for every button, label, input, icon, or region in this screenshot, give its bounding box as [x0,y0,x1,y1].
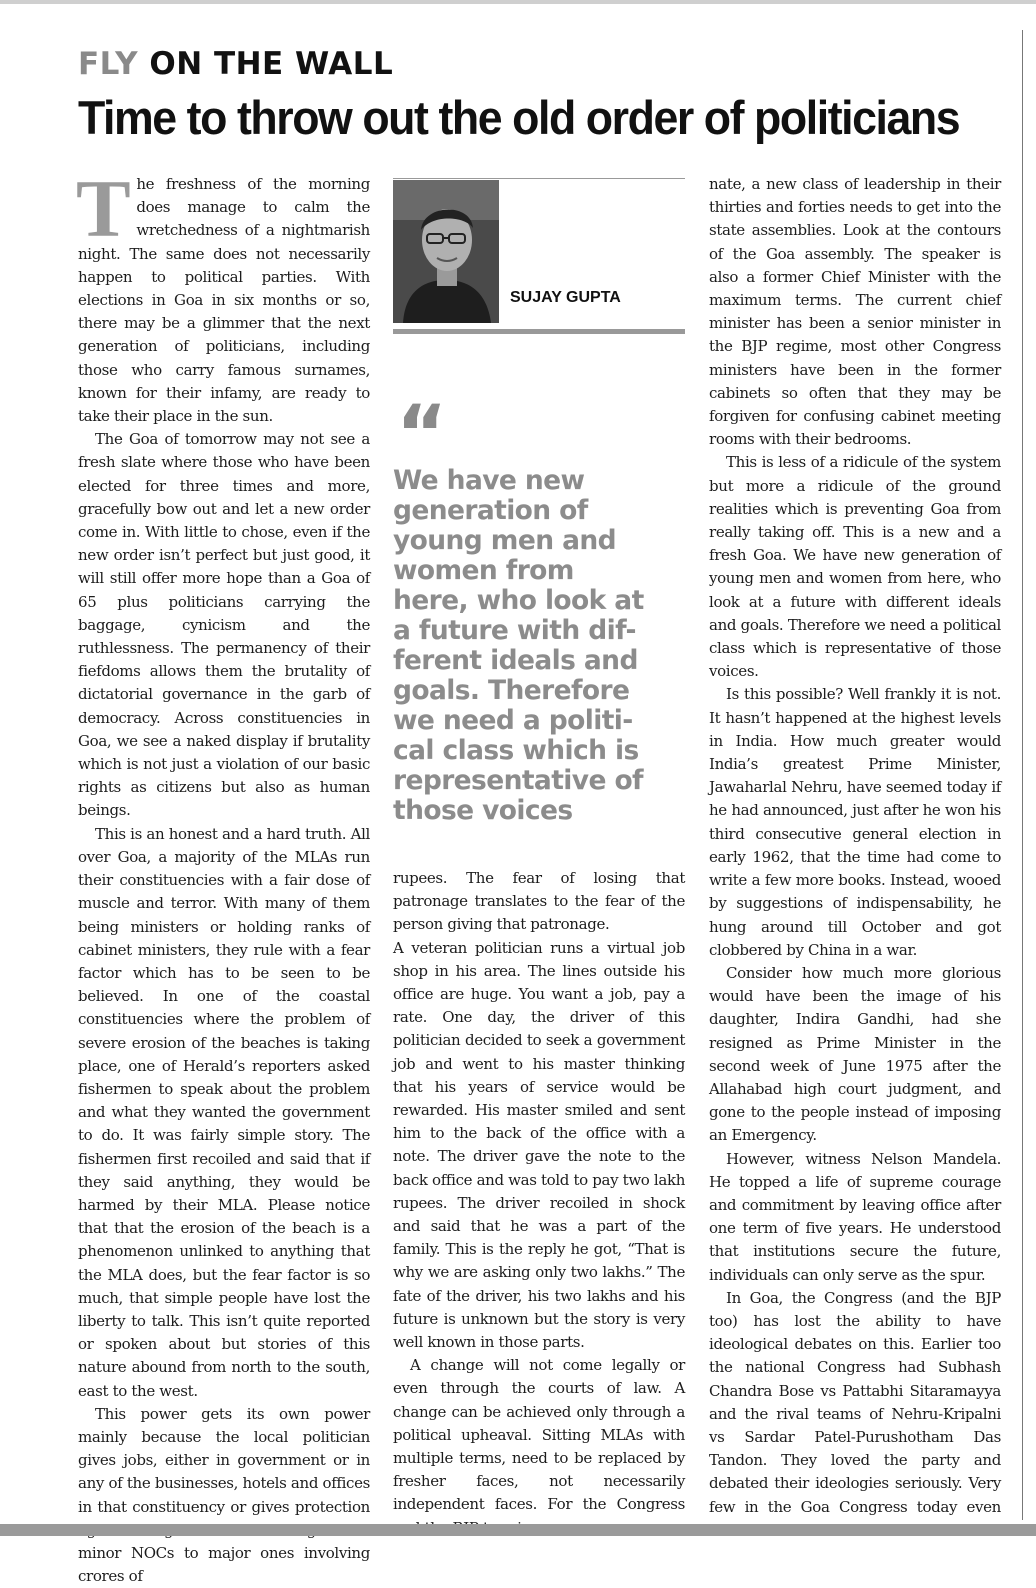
pull-quote-line: We have new [393,465,585,496]
headline: Time to throw out the old order of politicians [78,91,960,144]
pull-quote-line: representative of [393,765,643,796]
paragraph: However, witness Nelson Mandela. He topped a life of supreme courage and commitment by leaving office after one term of five years. He understood that institutions secure the future, individuals can only serve as the spur. [709,1149,1001,1284]
article-column-1 [76,163,370,1588]
pull-quote-line: young men and [393,525,617,556]
pull-quote-line: goals. Therefore [393,675,630,706]
paragraph: Is this possible? Well frankly it is not. It hasn’t happened at the highest levels in India. How much greater would India’s greatest Prime Minister, Jawaharlal Nehru, have seemed today if he had announced, just after he won his third consecutive general election in early 1962, that the time had come to write a few more books. Instead, wooed by suggestions of indispensability, he hung around till October and got clobbered by China in a war. [709,685,1001,959]
author-byline: SUJAY GUPTA [510,289,621,306]
top-rule [0,0,1036,4]
kicker-on-the-wall: ON THE WALL [149,46,394,82]
paragraph: In Goa, the Congress (and the BJP too) has lost the ability to have ideological debates on this. Earlier too the national Congress had Subhash Chandra Bose vs Pattabhi Sitaramayya and the rival teams of Nehru-Kripalni vs Sardar Patel-Purushotham Das Tandon. They loved the party and debated their ideologies seriously. Very few in the Goa Congress today even [709,1288,1001,1516]
pull-quote-line: ferent ideals and [393,645,638,676]
column-kicker [78,44,393,84]
kicker-fly: FLY [78,46,139,82]
article-column-3 [709,173,1001,1542]
paragraph: This power gets its own power mainly because the local politician gives jobs, either in government or in any of the businesses, hotels and offices in that constituency or gives protection minor NOCs to major ones involving crores of [78,1404,370,1586]
bottom-bar [0,1524,1036,1536]
article-column-2 [393,867,685,1540]
paragraph: A change will not come legally or even through the courts of law. A change can be achieved only through a political upheaval. Sitting MLAs with multiple terms, need to be replaced by fresher faces, not necessarily independent faces. For the Congress [393,1356,685,1514]
pull-quote-line: generation of [393,495,588,526]
pull-quote [393,466,683,826]
pull-quote-line: a future with dif- [393,615,636,646]
paragraph: rupees. The fear of losing that patronage translates to the fear of the person giving that patronage. [393,869,685,934]
drop-cap: T [76,163,131,254]
paragraph: This is less of a ridicule of the system but more a ridicule of the ground realities which is preventing Goa from really taking off. This is a new and a fresh Goa. We have new generation of young men and women from here, who look at a future with different ideals and goals. Therefore we need a political class which is representative of those voices. [709,453,1001,681]
quote-mark-icon: “ [396,390,448,480]
paragraph: nate, a new class of leadership in their thirties and forties needs to get into the state assemblies. Look at the contours of the Goa assembly. The speaker is also a former Chief Minister with the maximum terms. The current chief minister has been a senior minister in the BJP regime, most other Congress ministers have been in the former cabinets so often that they may be forgiven for confusing cabinet meeting rooms with their bedrooms. [709,175,1001,449]
pull-quote-line: women from [393,555,574,586]
right-border-rule [1022,30,1023,1520]
paragraph: The freshness of the morning does manage to calm the wretchedness of a nightmarish night. The same does not necessarily happen to political parties. With elections in Goa in six months or so, there may be a glimmer that the next generation of politicians, including those who carry famous surnames, known for their infamy, are ready to take their place in the sun. [76,163,370,426]
paragraph: A veteran politician runs a virtual job shop in his area. The lines outside his office are huge. You want a job, pay a rate. One day, the driver of this politician decided to seek a government job and went to his master thinking that his years of service would be rewarded. His master smiled and sent him to the back of the office with a note. The driver gave the note to the back office and was told to pay two lakh rupees. The driver recoiled in shock and said that he was a part of the family. This is the reply he got, “That is why we are asking only two lakhs.” The fate of the driver, his two lakhs and his future is unknown but the story is very well known in those parts. [393,938,685,1352]
byline-rule [393,329,685,334]
pull-quote-line: those voices [393,795,573,826]
paragraph: The Goa of tomorrow may not see a fresh slate where those who have been elected for three times and more, gracefully bow out and let a new order come in. With little to chose, even if the new order isn’t perfect but just good, it will still offer more hope than a Goa of 65 plus politicians carrying the baggage, cynicism and the ruthlessness. The permanency of their fiefdoms allows them the brutality of dictatorial governance in the garb of democracy. Across constituencies in Goa, we see a naked display if brutality which is not just a violation of our basic rights as citizens but also as human beings. [78,430,370,820]
paragraph: Consider how much more glorious would have been the image of his daughter, Indira Gandhi, had she resigned as Prime Minister in the second week of June 1975 after the Allahabad high court judgment, and gone to the people instead of imposing an Emergency. [709,963,1001,1145]
pull-quote-line: we need a politi- [393,705,633,736]
paragraph: This is an honest and a hard truth. All over Goa, a majority of the MLAs run their constituencies with a fair dose of muscle and terror. With many of them being ministers or holding ranks of cabinet ministers, they rule with a fear factor which has to be seen to be believed. In one of the coastal constituencies where the problem of severe erosion of the beaches is taking place, one of Herald’s reporters asked fishermen to speak about the problem and what they wanted the government to do. It was fairly simple story. The fishermen first recoiled and said that if they said anything, they would be harmed by their MLA. Please notice that that the erosion of the beach is a phenomenon unlinked to anything that the MLA does, but the fear factor is so much, that simple people have lost the liberty to talk. This isn’t quite reported or spoken about but stories of this nature abound from north to the south, east to the west. [78,824,370,1400]
photo-top-rule [393,178,685,179]
pull-quote-line: here, who look at [393,585,644,616]
author-photo [393,180,499,323]
pull-quote-line: cal class which is [393,735,639,766]
author-portrait-icon [393,180,499,323]
